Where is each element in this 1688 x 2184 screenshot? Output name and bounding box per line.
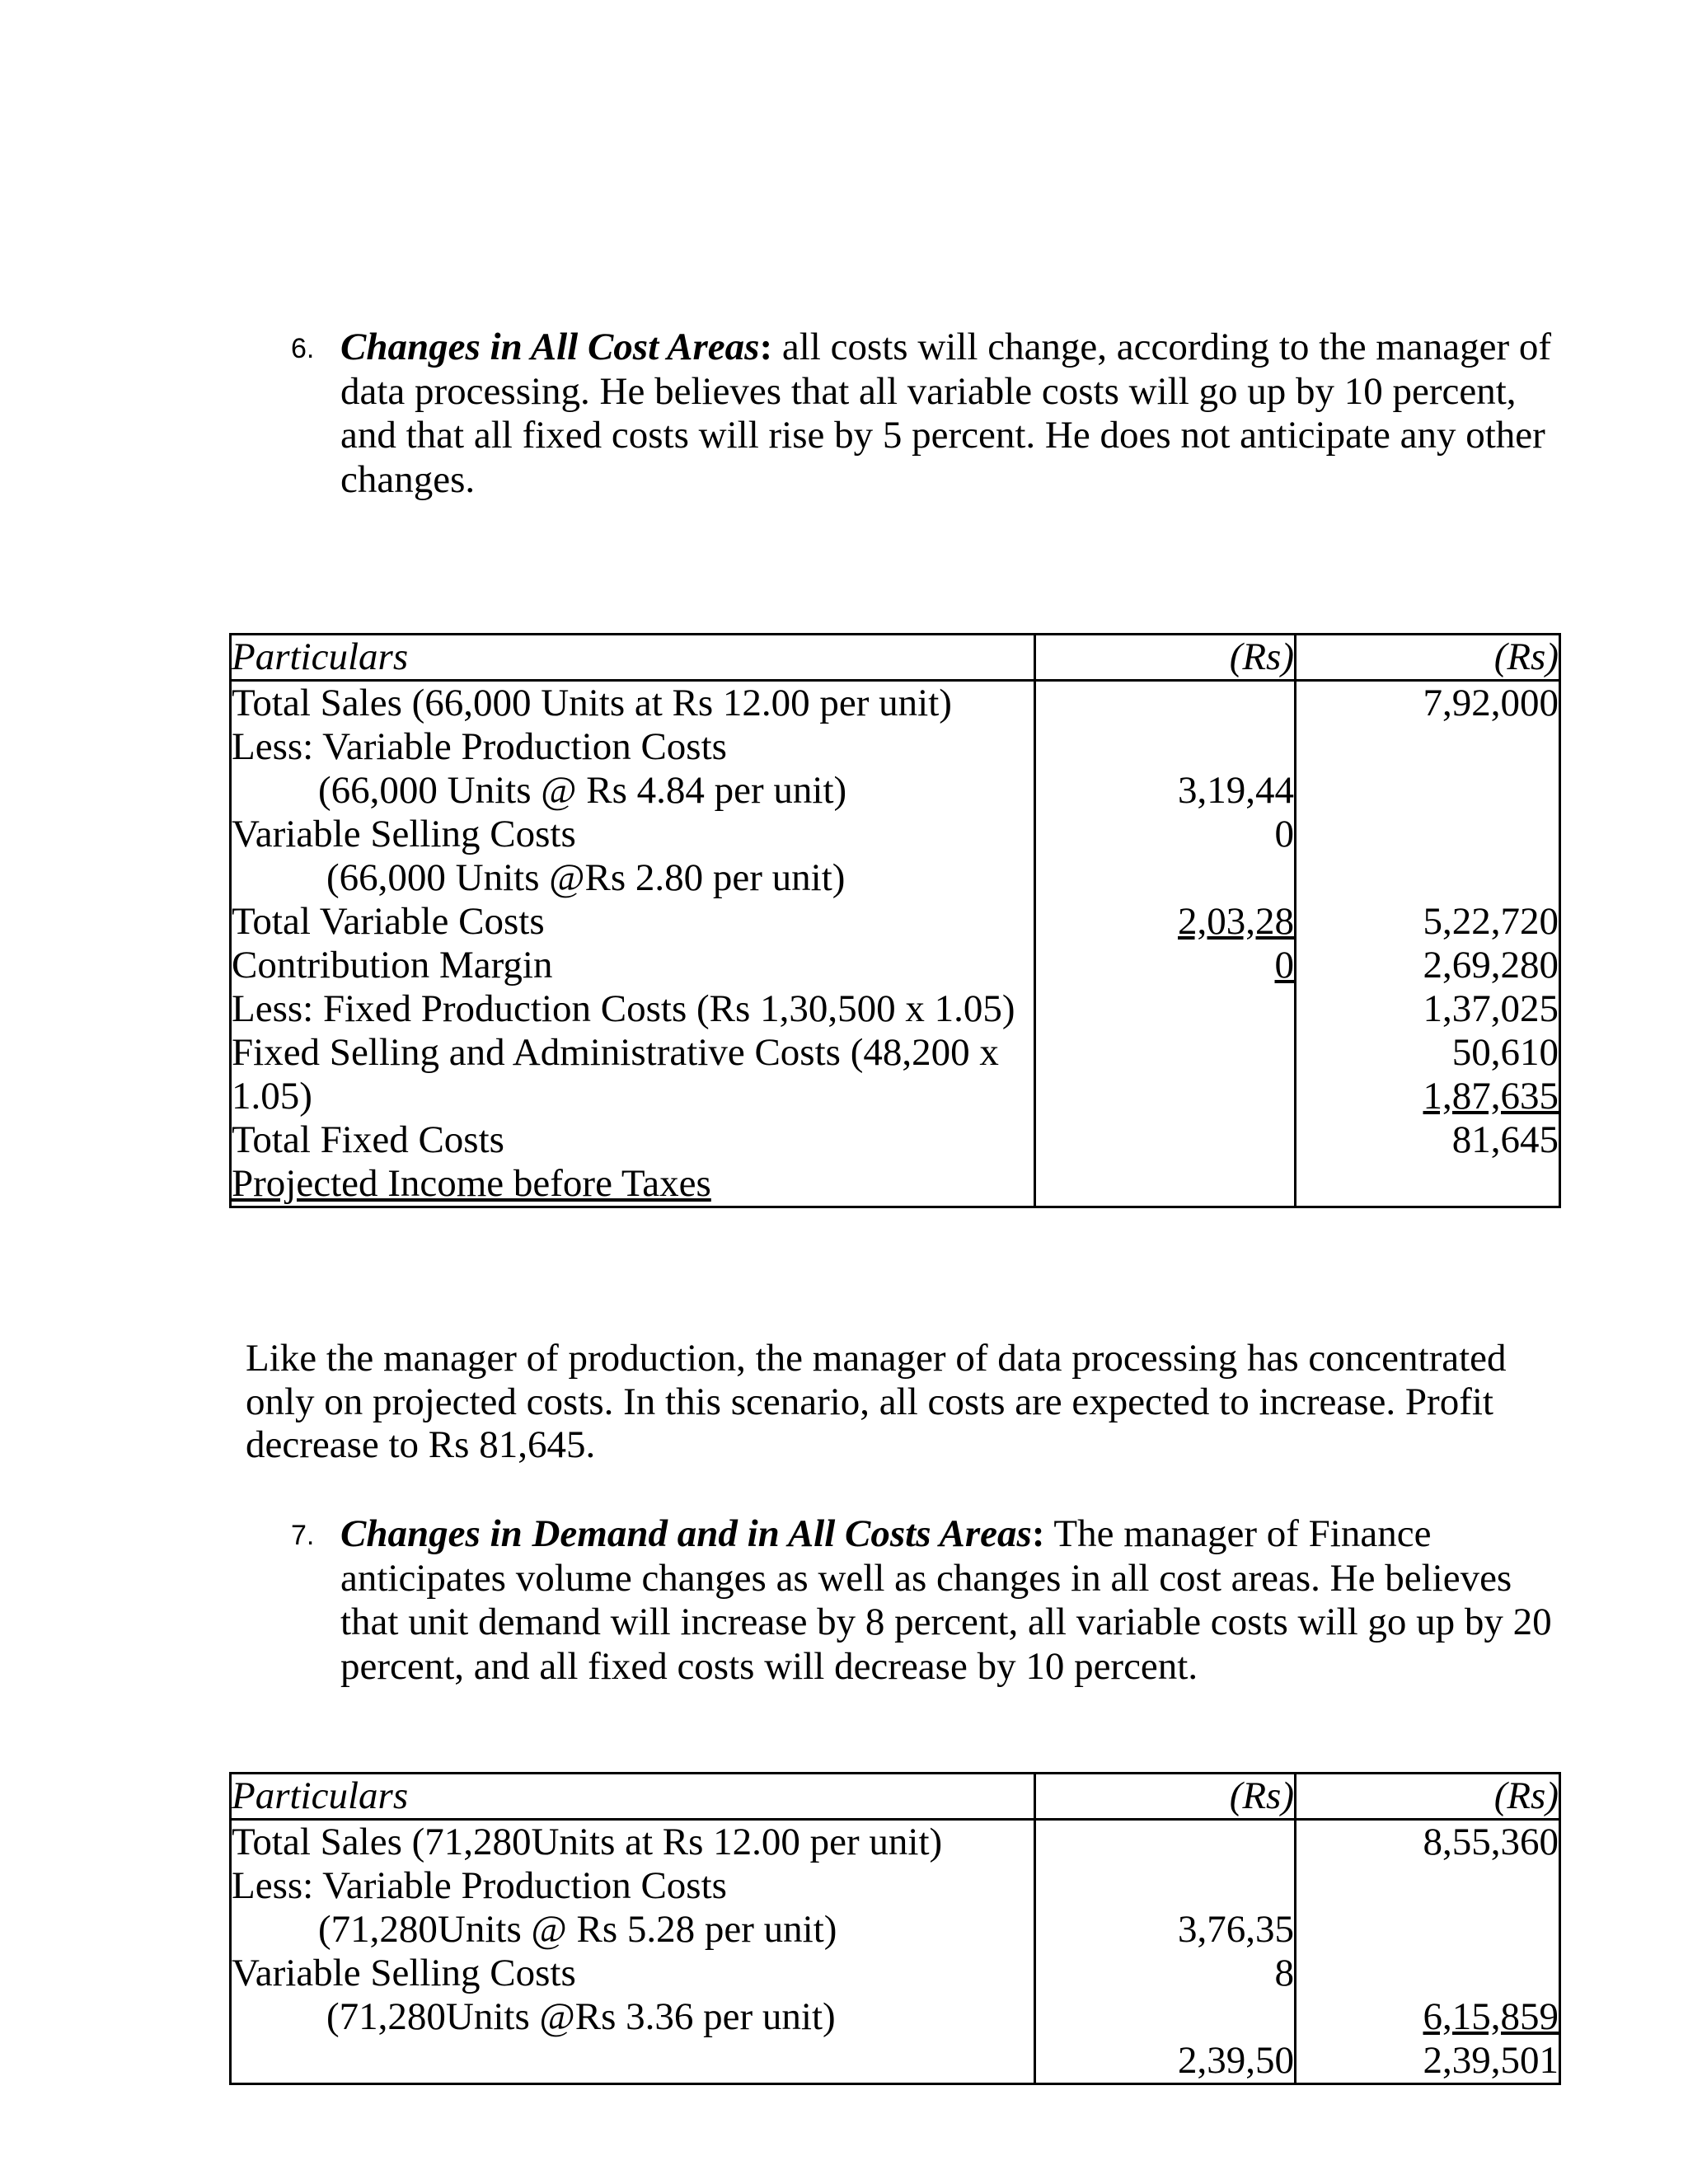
header-rs-2: (Rs) (1493, 635, 1559, 678)
particulars-column (231, 1820, 1035, 2084)
label-variable-selling: Variable Selling Costs (232, 1952, 576, 1994)
value-variable-production-b: 8 (1274, 1952, 1294, 1994)
table-body-row (231, 1820, 1560, 2084)
value-variable-production-b: 0 (1274, 813, 1294, 855)
label-variable-selling: Variable Selling Costs (232, 813, 576, 855)
header-particulars: Particulars (232, 635, 409, 678)
value-right-1: 5,22,720 (1423, 900, 1559, 943)
item-7-number: 7. (291, 1520, 315, 1551)
item-7-text: Changes in Demand and in All Costs Areas: The manager of Finance anticipates volume changes as well as changes in all cost areas. He believes that unit demand will increase by 8 percent, all variable costs will go up by 20 percent, and all fixed costs will decrease by 10 percent. (340, 1512, 1552, 1688)
value-variable-selling-b: 0 (1274, 944, 1294, 987)
item-6-heading: Changes in All Cost Areas (340, 326, 760, 368)
amount-column-2 (1296, 1820, 1560, 2084)
label-variable-production: Less: Variable Production Costs (232, 1864, 727, 1907)
value-right-3: 1,37,025 (1423, 987, 1559, 1030)
item-7-body: The manager of Finance anticipates volume changes as well as changes in all cost areas. He believes that unit demand will increase by 8 percent, all variable costs will go up by 20 percent, and all fixed costs will decrease by 10 percent. (340, 1512, 1552, 1688)
amount-column-1 (1035, 681, 1296, 1207)
amount-column-1 (1035, 1820, 1296, 2084)
label-variable-production-detail: (71,280Units @ Rs 5.28 per unit) (318, 1908, 837, 1951)
label-variable-production-detail: (66,000 Units @ Rs 4.84 per unit) (318, 769, 847, 812)
value-total-sales: 7,92,000 (1423, 682, 1559, 724)
table-header-row (231, 1774, 1560, 1820)
analysis-paragraph: Like the manager of production, the manager of data processing has concentrated only on projected costs. In this scenario, all costs are expected to increase. Profit decrease to Rs 81,645. (246, 1337, 1507, 1466)
header-rs-2: (Rs) (1493, 1774, 1559, 1817)
item-7-heading: Changes in Demand and in All Costs Areas (340, 1512, 1032, 1555)
value-right-5: 1,87,635 (1423, 1075, 1559, 1118)
value-right-2: 2,69,280 (1423, 944, 1559, 987)
value-right-1: 6,15,859 (1423, 1995, 1559, 2038)
item-7 (291, 1512, 1564, 1689)
value-variable-production-a: 3,76,35 (1178, 1908, 1294, 1951)
item-6 (291, 326, 1564, 502)
label-fixed-production: Less: Fixed Production Costs (Rs 1,30,500 x 1.05) (232, 987, 1015, 1030)
value-right-4: 50,610 (1451, 1031, 1559, 1074)
value-right-2: 2,39,501 (1423, 2039, 1559, 2082)
value-variable-production-a: 3,19,44 (1178, 769, 1294, 812)
label-total-sales: Total Sales (71,280Units at Rs 12.00 per unit) (232, 1821, 943, 1863)
header-rs-1: (Rs) (1229, 635, 1294, 678)
label-fixed-selling: Fixed Selling and Administrative Costs (48,200 x 1.05) (232, 1031, 999, 1118)
header-particulars: Particulars (232, 1774, 409, 1817)
table-scenario-6 (229, 633, 1561, 1208)
item-6-number: 6. (291, 333, 315, 364)
table-scenario-7 (229, 1772, 1561, 2085)
label-total-fixed: Total Fixed Costs (232, 1118, 504, 1161)
item-6-text: Changes in All Cost Areas: all costs will change, according to the manager of data processing. He believes that all variable costs will go up by 10 percent, and that all fixed costs will rise by 5 percent. He does not anticipate any other changes. (340, 326, 1551, 501)
amount-column-2 (1296, 681, 1560, 1207)
label-projected-income: Projected Income before Taxes (232, 1162, 711, 1205)
value-variable-selling-a: 2,39,50 (1178, 2039, 1294, 2082)
value-right-6: 81,645 (1451, 1118, 1559, 1161)
label-contribution-margin: Contribution Margin (232, 944, 553, 987)
header-rs-1: (Rs) (1229, 1774, 1294, 1817)
item-6-body: all costs will change, according to the manager of data processing. He believes that all variable costs will go up by 10 percent, and that all fixed costs will rise by 5 percent. He does not anticipate any other changes. (340, 326, 1551, 501)
value-variable-selling-a: 2,03,28 (1178, 900, 1294, 943)
table-body-row (231, 681, 1560, 1207)
value-total-sales: 8,55,360 (1423, 1821, 1559, 1863)
table-header-row (231, 635, 1560, 681)
label-variable-selling-detail: (71,280Units @Rs 3.36 per unit) (326, 1995, 836, 2038)
label-total-variable: Total Variable Costs (232, 900, 545, 943)
label-variable-selling-detail: (66,000 Units @Rs 2.80 per unit) (326, 856, 846, 899)
label-total-sales: Total Sales (66,000 Units at Rs 12.00 per unit) (232, 682, 952, 724)
particulars-column (231, 681, 1035, 1207)
label-variable-production: Less: Variable Production Costs (232, 725, 727, 768)
